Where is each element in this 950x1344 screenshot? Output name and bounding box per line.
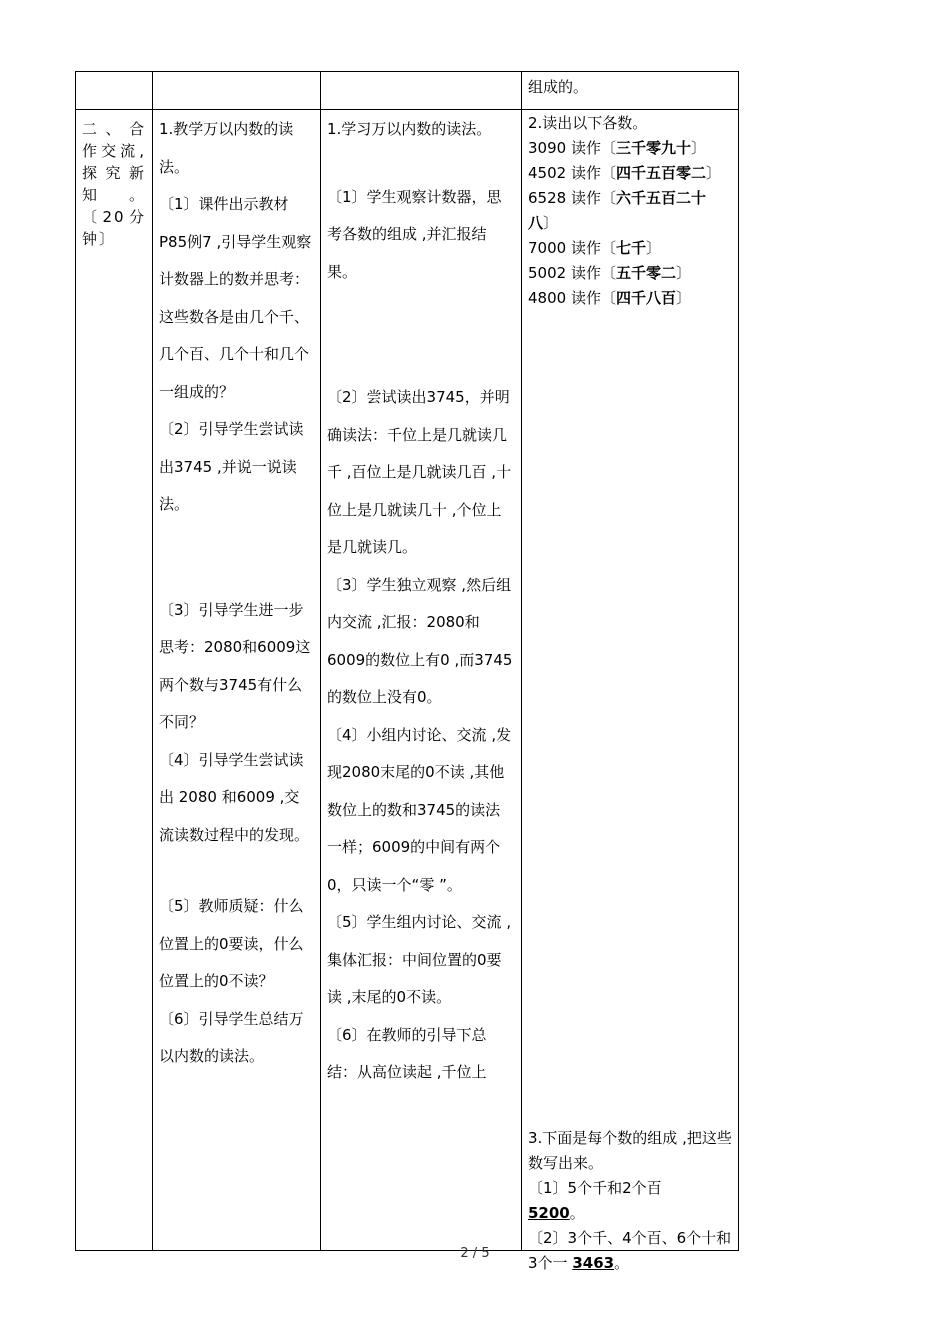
exercise-2-title: 2.读出以下各数。: [528, 114, 648, 132]
answer: 五千零二: [615, 264, 676, 282]
teacher-activity-cell: [153, 110, 321, 1251]
answer: 三千零九十: [615, 139, 691, 157]
teacher-step-3: 〔3〕引导学生进一步思考：2080和6009这两个数与3745有什么不同？: [159, 600, 311, 731]
teacher-step-2: 〔2〕引导学生尝试读出3745 ,并说一说读法。: [159, 420, 304, 513]
student-heading: 1.学习万以内数的读法。: [327, 120, 492, 138]
student-step-5: 〔5〕学生组内讨论、交流 ,集体汇报：中间位置的0要读 ,末尾的0不读。: [327, 913, 512, 1006]
student-step-1: 〔1〕学生观察计数器，思考各数的组成 ,并汇报结果。: [327, 187, 502, 281]
table-cell: [153, 72, 321, 110]
answer: 七千: [615, 239, 646, 257]
exercise-item: 7000 读作〔七千〕: [528, 239, 662, 257]
exercise-item: 4502 读作〔四千五百零二〕: [528, 164, 722, 182]
answer: 四千八百: [615, 289, 676, 307]
exercise-item: 〔2〕3个千、4个百、6个十和3个一 3463。: [528, 1229, 732, 1272]
stage-label: 二、合作交流,探究新知 。〔20分钟〕: [82, 120, 146, 248]
table-cell: [321, 72, 522, 110]
student-step-6: 〔6〕在教师的引导下总结：从高位读起 ,千位上: [327, 1025, 487, 1081]
answer: 四千五百零二: [615, 164, 706, 182]
table-row: [76, 110, 739, 1251]
table-cell: [522, 72, 739, 110]
teacher-step-1: 〔1〕课件出示教材P85例7 ,引导学生观察计数器上的数并思考：这些数各是由几个千、几个百、几个十和几个一组成的？: [159, 195, 312, 401]
exercise-item: 4800 读作〔四千八百〕: [528, 289, 692, 307]
student-step-3: 〔3〕学生独立观察 ,然后组内交流 ,汇报：2080和6009的数位上有0 ,而3745的数位上没有0。: [327, 575, 513, 706]
continued-text: 组成的。: [528, 78, 589, 96]
exercise-item: 3090 读作〔三千零九十〕: [528, 139, 707, 157]
teacher-step-5: 〔5〕教师质疑：什么位置上的0要读，什么位置上的0不读？: [159, 897, 304, 990]
exercise-item: 5002 读作〔五千零二〕: [528, 264, 692, 282]
page-number: 2 / 5: [460, 1246, 490, 1261]
teacher-heading: 1.教学万以内数的读法。: [159, 120, 294, 176]
table-row: [76, 72, 739, 110]
exercise-item: 6528 读作〔六千五百二十八〕: [528, 189, 706, 232]
answer: 5200: [528, 1204, 570, 1222]
exercise-cell: [522, 110, 739, 1272]
student-step-2: 〔2〕尝试读出3745，并明确读法：千位上是几就读几千 ,百位上是几就读几百 ,十位上是几就读几十 ,个位上是几就读几。: [327, 388, 512, 556]
answer: 3463: [572, 1254, 615, 1272]
exercise-2: [528, 111, 732, 311]
exercise-3-title: 3.下面是每个数的组成 ,把这些数写出来。: [528, 1129, 732, 1172]
stage-cell: [76, 110, 153, 1251]
table-cell: [76, 72, 153, 110]
answer: 六千五百二十八: [528, 189, 706, 232]
student-activity-cell: [321, 110, 522, 1251]
student-step-4: 〔4〕小组内讨论、交流 ,发现2080末尾的0不读 ,其他数位上的数和3745的读法一样；6009的中间有两个0，只读一个“零 ”。: [327, 725, 512, 894]
teacher-step-6: 〔6〕引导学生总结万以内数的读法。: [159, 1009, 304, 1065]
exercise-item: 〔1〕5个千和2个百 5200。: [528, 1179, 662, 1222]
teacher-step-4: 〔4〕引导学生尝试读出 2080 和6009 ,交流读数过程中的发现。: [159, 750, 310, 844]
